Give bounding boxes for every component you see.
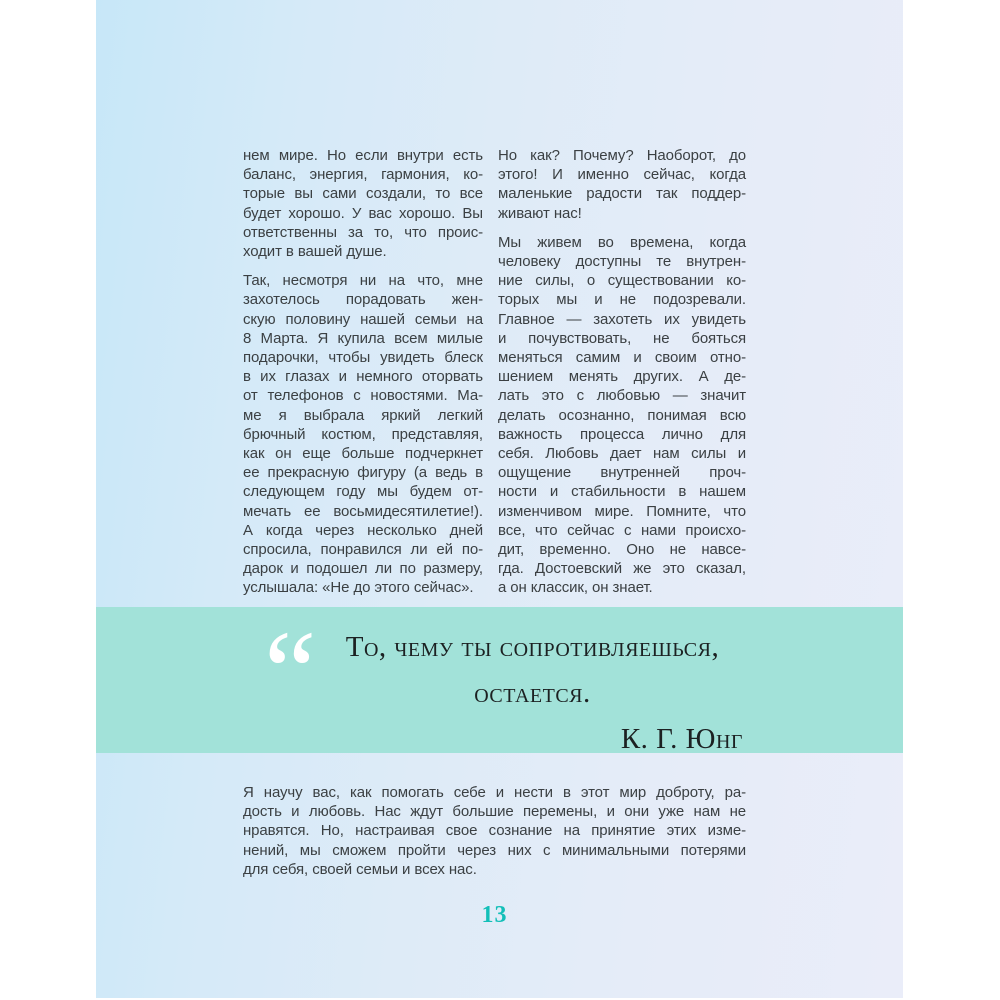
text-line: шением менять других. А де-: [498, 368, 746, 386]
paragraph: [243, 271, 483, 597]
text-line: делать осознанно, понимая всю: [498, 406, 746, 424]
text-line: брючный костюм, представляя,: [243, 425, 483, 443]
quote-text: [310, 624, 755, 762]
text-line: для себя, своей семьи и всех нас.: [243, 860, 477, 878]
text-line: следующем году мы будем от-: [243, 483, 483, 501]
text-line: а он классик, он знает.: [498, 579, 653, 597]
text-line: Я научу вас, как помогать себе и нести в этот мир доброту, ра-: [243, 784, 746, 801]
text-line: баланс, энергия, гармония, ко-: [243, 166, 483, 184]
quote-line: остается.: [474, 677, 591, 709]
text-line: скую половину нашей семьи на: [243, 310, 483, 328]
text-line: человеку доступны те внутрен-: [498, 253, 746, 271]
quote-banner: [96, 607, 903, 753]
paragraph: [243, 783, 746, 879]
text-line: как он еще больше подчеркнет: [243, 445, 483, 463]
text-line: будет хорошо. У вас хорошо. Вы: [243, 204, 483, 222]
quote-line: То, чему ты сопротивляешься,: [345, 631, 720, 663]
text-line: в их глазах и немного оторвать: [243, 368, 483, 386]
paragraph: [498, 146, 746, 223]
closing-paragraph: [243, 783, 746, 889]
text-line: мечать ее восьмидесятилетие!).: [243, 502, 483, 520]
text-line: 8 Марта. Я купила всем милые: [243, 329, 483, 347]
text-line: гда. Достоевский же это сказал,: [498, 560, 746, 578]
two-column-text: [243, 146, 746, 608]
text-line: Так, несмотря ни на что, мне: [243, 272, 483, 290]
text-line: нравятся. Но, настраивая свое сознание на принятие этих изме-: [243, 822, 746, 840]
text-line: Мы живем во времена, когда: [498, 233, 746, 251]
text-line: живают нас!: [498, 204, 582, 222]
text-line: лать это с любовью — значит: [498, 387, 746, 405]
text-line: услышала: «Не до этого сейчас».: [243, 579, 474, 597]
page-number: 13: [481, 902, 508, 928]
text-line: подарочки, чтобы увидеть блеск: [243, 349, 483, 367]
text-line: Главное — захотеть их увидеть: [498, 310, 746, 328]
text-line: важность процесса лично для: [498, 425, 746, 443]
text-line: ме я выбрала яркий легкий: [243, 406, 483, 424]
text-line: изменчивом мире. Помните, что: [498, 502, 746, 520]
text-line: этого! И именно сейчас, когда: [498, 166, 746, 184]
text-line: А когда через несколько дней: [243, 521, 483, 539]
book-page: [96, 0, 903, 998]
text-line: себя. Любовь дает нам силы и: [498, 445, 746, 463]
quote-attribution: К. Г. Юнг: [620, 723, 743, 755]
paragraph: [498, 233, 746, 598]
double-quote-icon: “: [264, 606, 317, 737]
text-line: дарок и подошел ли по размеру,: [243, 560, 483, 578]
text-line: торых мы и не подозревали.: [498, 291, 746, 309]
text-line: от телефонов с новостями. Ма-: [243, 387, 483, 405]
text-line: ответственны за то, что проис-: [243, 223, 483, 241]
right-column: [498, 146, 746, 608]
text-line: спросила, понравился ли ей по-: [243, 541, 483, 559]
text-line: маленькие радости так поддер-: [498, 185, 746, 203]
text-line: дит, временно. Оно не навсе-: [498, 541, 746, 559]
text-line: Но как? Почему? Наоборот, до: [498, 147, 746, 164]
text-line: ее прекрасную фигуру (а ведь в: [243, 464, 483, 482]
text-line: нем мире. Но если внутри есть: [243, 147, 483, 164]
text-line: ние силы, о существовании ко-: [498, 272, 746, 290]
text-line: дость и любовь. Нас ждут большие перемены, и они уже нам не: [243, 803, 746, 821]
text-line: меняться самим и своим отно-: [498, 349, 746, 367]
text-line: ходит в вашей душе.: [243, 243, 387, 261]
text-line: захотелось порадовать жен-: [243, 291, 483, 309]
paragraph: [243, 146, 483, 261]
text-line: ности и стабильности в нашем: [498, 483, 746, 501]
text-line: ощущение внутренней проч-: [498, 464, 746, 482]
text-line: нений, мы сможем пройти через них с минимальными потерями: [243, 841, 746, 859]
text-line: все, что сейчас с нами происхо-: [498, 521, 746, 539]
text-line: и почувствовать, не бояться: [498, 329, 746, 347]
text-line: торые вы сами создали, то все: [243, 185, 483, 203]
left-column: [243, 146, 483, 608]
